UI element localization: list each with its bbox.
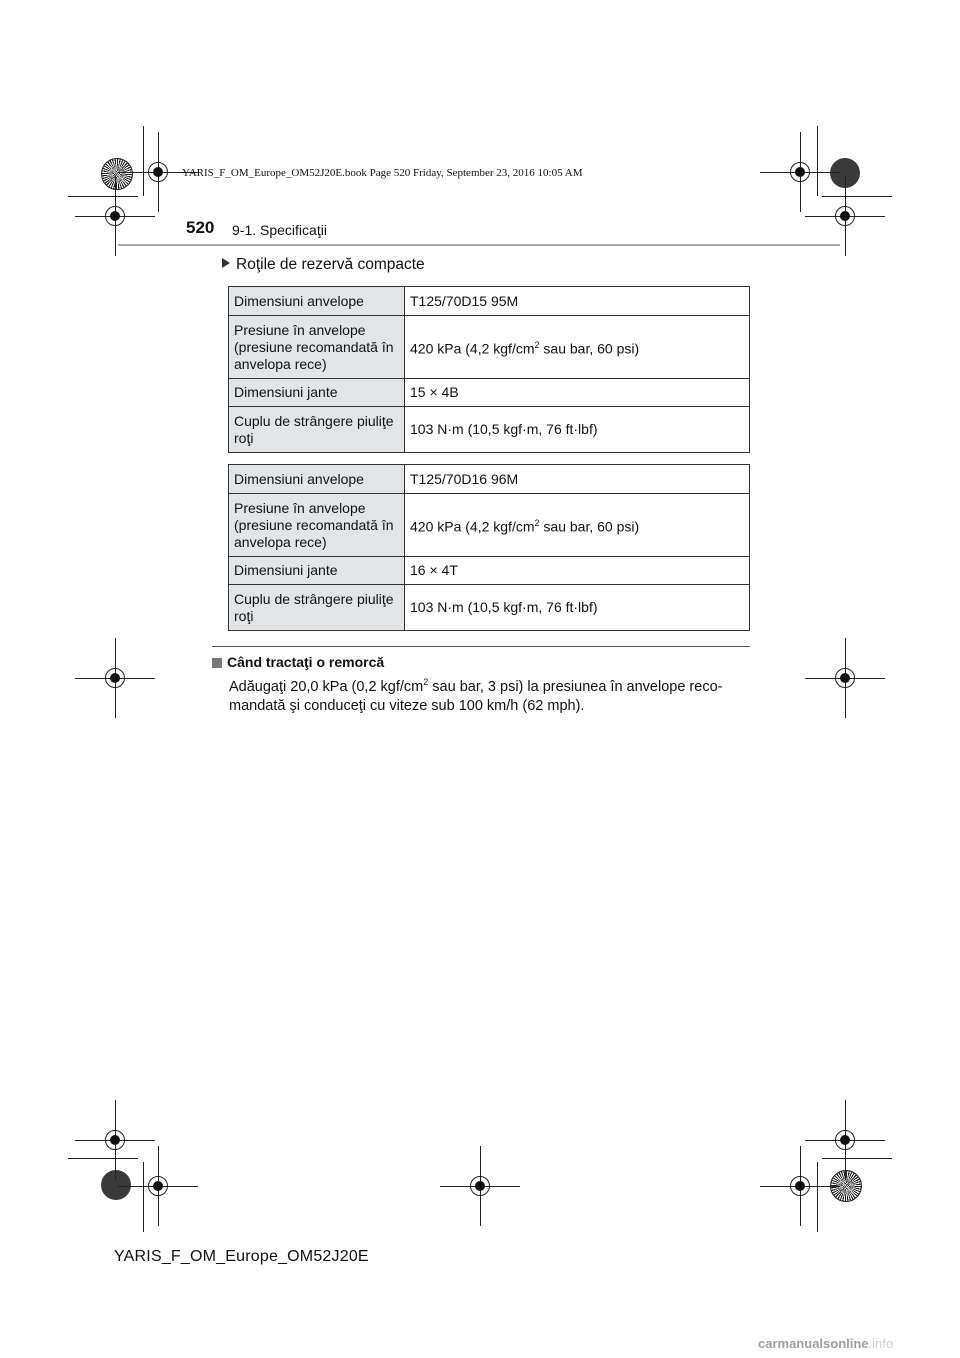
table-row <box>229 407 750 453</box>
row-label: Cuplu de strângere piuliţe roţi <box>229 407 405 453</box>
watermark <box>758 1336 893 1351</box>
trim-line <box>143 126 144 196</box>
watermark-suffix: .info <box>868 1336 894 1351</box>
row-value: 420 kPa (4,2 kgf/$cm^2$ sau bar, 60 psi) <box>405 494 750 557</box>
footer-code: YARIS_F_OM_Europe_OM52J20E <box>114 1248 369 1265</box>
table-row <box>229 287 750 316</box>
header-rule <box>118 244 840 246</box>
section-rule <box>212 646 750 647</box>
spec-table-15-inch <box>228 286 750 453</box>
row-value: T125/70D15 95M <box>405 287 750 316</box>
row-label: Presiune în anvelope (presiune recomandată în anvelopa rece) <box>229 494 405 557</box>
table-row <box>229 494 750 557</box>
row-label: Dimensiuni jante <box>229 557 405 585</box>
triangle-bullet-icon <box>222 258 230 268</box>
table-row <box>229 465 750 494</box>
row-value: 15 × 4B <box>405 379 750 407</box>
row-label: Dimensiuni anvelope <box>229 465 405 494</box>
row-value: 16 × 4T <box>405 557 750 585</box>
row-label: Cuplu de strângere piuliţe roţi <box>229 585 405 631</box>
table-row <box>229 316 750 379</box>
trim-line <box>68 1158 138 1159</box>
row-value: 103 N·m (10,5 kgf·m, 76 ft·lbf) <box>405 585 750 631</box>
starburst-mark-icon <box>101 158 133 190</box>
trim-line <box>817 1162 818 1232</box>
trim-line <box>68 196 138 197</box>
section-title: 9-1. Specificaţii <box>232 222 327 238</box>
spec-table-16-inch <box>228 464 750 631</box>
note-body: Adăugaţi 20,0 kPa (0,2 kgf/$cm^2$ sau bar, 3 psi) la presiunea în anvelope reco-mandată şi conduceţi cu viteze sub 100 km/h (62 mph). <box>229 677 723 714</box>
note-heading <box>212 654 384 670</box>
subheading-text: Roţile de rezervă compacte <box>236 256 425 273</box>
page-number: 520 <box>186 218 215 237</box>
note-title: Când tractaţi o remorcă <box>227 654 385 670</box>
subheading <box>222 256 425 274</box>
row-value: 420 kPa (4,2 kgf/$cm^2$ sau bar, 60 psi) <box>405 316 750 379</box>
trim-line <box>143 1162 144 1232</box>
row-label: Dimensiuni jante <box>229 379 405 407</box>
watermark-main: carmanualsonline <box>758 1336 869 1351</box>
square-bullet-icon <box>212 658 222 668</box>
trim-line <box>822 1158 892 1159</box>
row-value: 103 N·m (10,5 kgf·m, 76 ft·lbf) <box>405 407 750 453</box>
table-row <box>229 585 750 631</box>
table-row <box>229 379 750 407</box>
trim-line <box>822 196 892 197</box>
row-label: Presiune în anvelope (presiune recomandată în anvelopa rece) <box>229 316 405 379</box>
book-info: YARIS_F_OM_Europe_OM52J20E.book Page 520 Friday, September 23, 2016 10:05 AM <box>182 167 583 179</box>
row-label: Dimensiuni anvelope <box>229 287 405 316</box>
table-row <box>229 557 750 585</box>
row-value: T125/70D16 96M <box>405 465 750 494</box>
solid-disc-mark-icon <box>101 1170 131 1200</box>
trim-line <box>817 126 818 196</box>
